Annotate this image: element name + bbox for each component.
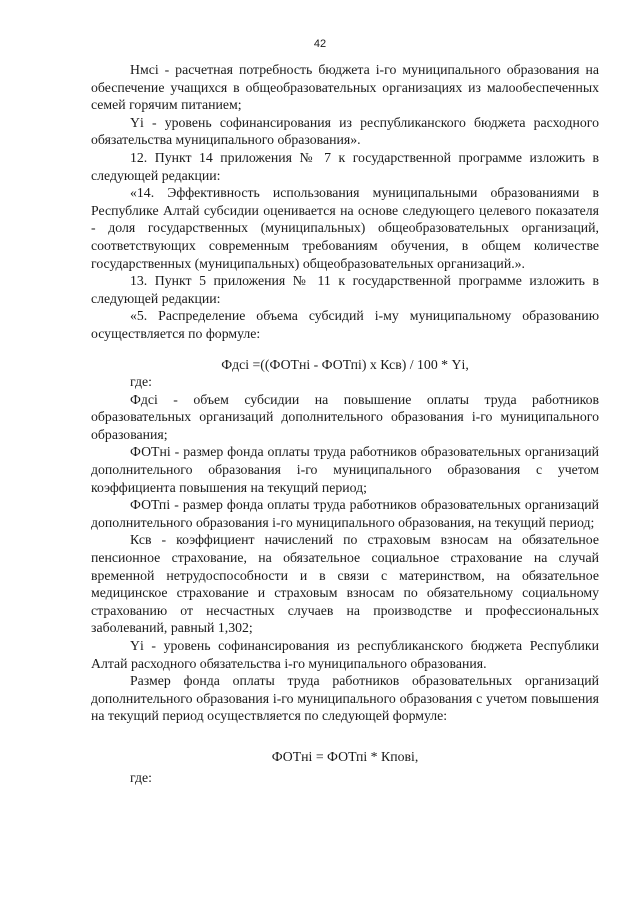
formula-subsidy: Фдсі =((ФОТні - ФОТпі) х Ксв) / 100 * Yі, (221, 356, 469, 372)
paragraph-item-13: 13. Пункт 5 приложения № 11 к государственной программе изложить в следующей редакции: (91, 273, 599, 306)
paragraph-ksv-definition: Ксв - коэффициент начислений по страховым взносам на обязательное пенсионное страхование, на обязательное социальное страхование на случай временной нетрудоспособности и в связи с материнством, на обязательное медицинское страхование и страховым взносам по обязательному социальному страхованию от несчастных случаев на производстве и профессиональных заболеваний, равный 1,302; (91, 532, 599, 636)
document-body (91, 61, 599, 786)
paragraph-yi-definition-2: Yі - уровень софинансирования из республиканского бюджета Республики Алтай расходного обязательства і-го муниципального образования. (91, 638, 599, 671)
paragraph-fotpi-definition: ФОТпі - размер фонда оплаты труда работников образовательных организаций дополнительного образования і-го муниципального образования, на текущий период; (91, 497, 599, 530)
paragraph-item-12: 12. Пункт 14 приложения № 7 к государственной программе изложить в следующей редакции: (91, 149, 599, 183)
paragraph-quote-14: «14. Эффективность использования муниципальными образованиями в Республике Алтай субсидии оценивается на основе следующего целевого показателя - доля государственных (муниципальных) общеобразовательных организаций, соответствующих современным требованиям обучения, в общем количестве государственных (муниципальных) общеобразовательных организаций.». (91, 185, 599, 271)
page-number: 42 (313, 38, 327, 50)
paragraph-where: где: (130, 374, 152, 390)
paragraph-fund-size: Размер фонда оплаты труда работников образовательных организаций дополнительного образования і-го муниципального образования с учетом повышения на текущий период осуществляется по следующей формуле: (91, 673, 599, 724)
paragraph-fdsi-definition: Фдсі - объем субсидии на повышение оплаты труда работников образовательных организаций дополнительного образования і-го муниципального образования; (91, 391, 599, 442)
paragraph-quote-5: «5. Распределение объема субсидий і-му муниципальному образованию осуществляется по формуле: (91, 308, 599, 341)
formula-fotni: ФОТні = ФОТпі * Кпові, (271, 748, 419, 764)
paragraph-fotni-definition: ФОТні - размер фонда оплаты труда работников образовательных организаций дополнительного образования і-го муниципального образования с учетом коэффициента повышения на текущий период; (91, 444, 599, 495)
paragraph-yi-definition: Yі - уровень софинансирования из республиканского бюджета расходного обязательства муниципального образования». (91, 114, 599, 148)
paragraph-where-2: где: (130, 769, 152, 785)
paragraph-nmsi-definition: Нмсі - расчетная потребность бюджета і-го муниципального образования на обеспечение учащихся в общеобразовательных организациях из малообеспеченных семей горячим питанием; (91, 62, 599, 113)
